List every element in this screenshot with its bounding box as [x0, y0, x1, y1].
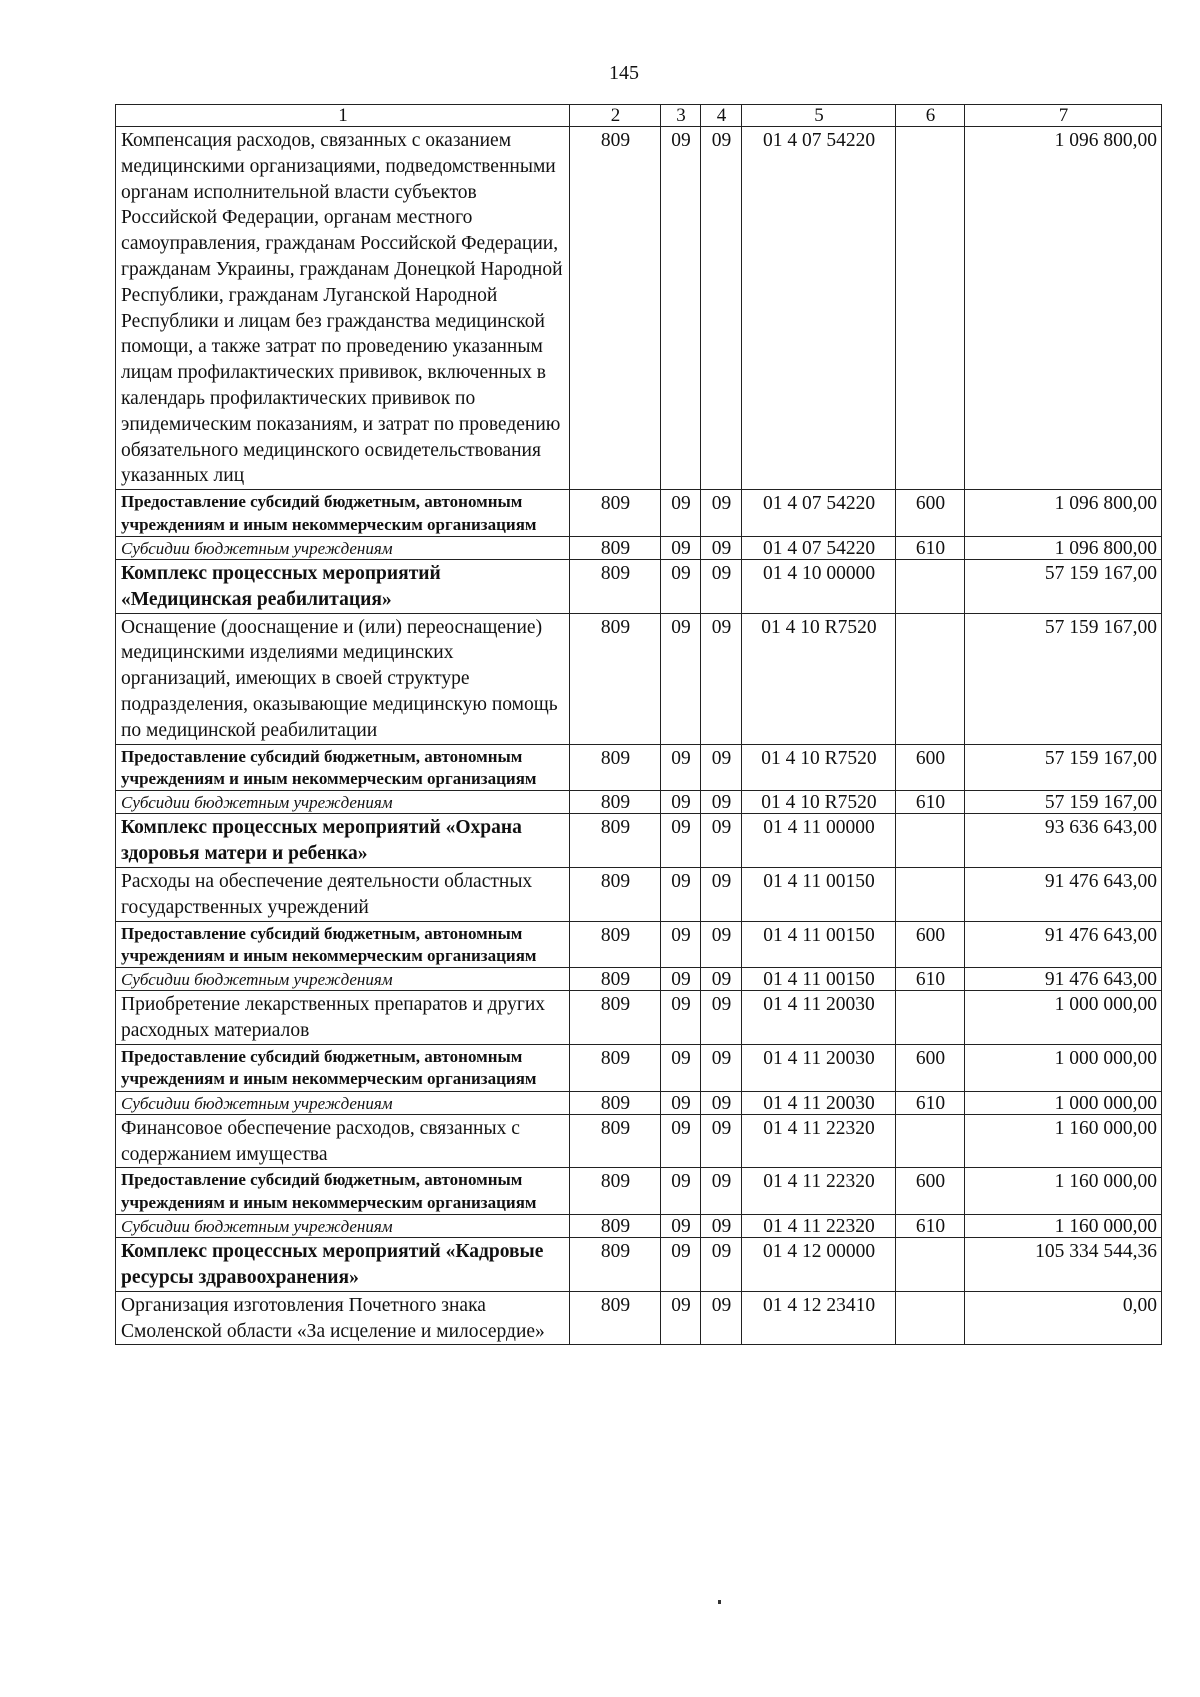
header-col-4: 4 [701, 105, 742, 127]
table-row [116, 867, 1162, 921]
cell-subsection: 09 [701, 1091, 742, 1114]
cell-amount: 57 159 167,00 [965, 613, 1162, 744]
cell-section: 09 [661, 1114, 701, 1168]
cell-target-article: 01 4 11 22320 [742, 1114, 896, 1168]
cell-name: Комплекс процессных мероприятий «Охрана здоровья матери и ребенка» [116, 814, 570, 868]
cell-expense-type: 610 [896, 968, 965, 991]
cell-name: Оснащение (дооснащение и (или) переоснащение) медицинскими изделиями медицинских организаций, имеющих в своей структуре подразделения, оказывающие медицинскую помощь по медицинской реабилитации [116, 613, 570, 744]
cell-amount: 0,00 [965, 1291, 1162, 1345]
cell-ministry-code: 809 [570, 613, 661, 744]
header-col-5: 5 [742, 105, 896, 127]
cell-expense-type [896, 559, 965, 613]
table-row [116, 613, 1162, 744]
cell-section: 09 [661, 921, 701, 968]
cell-target-article: 01 4 11 00000 [742, 814, 896, 868]
cell-ministry-code: 809 [570, 490, 661, 537]
cell-expense-type: 610 [896, 1091, 965, 1114]
cell-subsection: 09 [701, 1044, 742, 1091]
cell-target-article: 01 4 11 00150 [742, 921, 896, 968]
cell-subsection: 09 [701, 559, 742, 613]
cell-target-article: 01 4 11 00150 [742, 968, 896, 991]
cell-section: 09 [661, 1044, 701, 1091]
cell-name: Субсидии бюджетным учреждениям [116, 1091, 570, 1114]
cell-section: 09 [661, 1091, 701, 1114]
cell-expense-type [896, 1291, 965, 1345]
cell-name: Субсидии бюджетным учреждениям [116, 1215, 570, 1238]
cell-ministry-code: 809 [570, 559, 661, 613]
cell-section: 09 [661, 791, 701, 814]
table-row [116, 1215, 1162, 1238]
cell-expense-type: 600 [896, 921, 965, 968]
scan-speck [718, 1600, 721, 1604]
table-row [116, 814, 1162, 868]
cell-target-article: 01 4 10 R7520 [742, 613, 896, 744]
cell-section: 09 [661, 536, 701, 559]
cell-amount: 93 636 643,00 [965, 814, 1162, 868]
cell-target-article: 01 4 07 54220 [742, 127, 896, 490]
cell-section: 09 [661, 968, 701, 991]
cell-ministry-code: 809 [570, 921, 661, 968]
cell-expense-type: 600 [896, 1168, 965, 1215]
cell-name: Субсидии бюджетным учреждениям [116, 536, 570, 559]
table-row [116, 1238, 1162, 1292]
budget-table [115, 104, 1162, 1345]
cell-name: Предоставление субсидий бюджетным, автономным учреждениям и иным некоммерческим организациям [116, 744, 570, 791]
table-body [116, 127, 1162, 1345]
cell-amount: 1 096 800,00 [965, 127, 1162, 490]
cell-ministry-code: 809 [570, 1168, 661, 1215]
cell-ministry-code: 809 [570, 1114, 661, 1168]
cell-subsection: 09 [701, 490, 742, 537]
cell-expense-type: 610 [896, 791, 965, 814]
cell-amount: 57 159 167,00 [965, 744, 1162, 791]
cell-section: 09 [661, 613, 701, 744]
cell-target-article: 01 4 12 00000 [742, 1238, 896, 1292]
cell-expense-type [896, 127, 965, 490]
cell-amount: 105 334 544,36 [965, 1238, 1162, 1292]
cell-subsection: 09 [701, 1215, 742, 1238]
cell-amount: 91 476 643,00 [965, 867, 1162, 921]
table-row [116, 1044, 1162, 1091]
cell-expense-type: 600 [896, 1044, 965, 1091]
cell-ministry-code: 809 [570, 1215, 661, 1238]
table-row [116, 791, 1162, 814]
header-col-3: 3 [661, 105, 701, 127]
cell-name: Предоставление субсидий бюджетным, автономным учреждениям и иным некоммерческим организациям [116, 1168, 570, 1215]
cell-name: Субсидии бюджетным учреждениям [116, 968, 570, 991]
cell-amount: 1 160 000,00 [965, 1114, 1162, 1168]
cell-ministry-code: 809 [570, 1291, 661, 1345]
cell-target-article: 01 4 11 20030 [742, 1044, 896, 1091]
cell-ministry-code: 809 [570, 1238, 661, 1292]
cell-expense-type [896, 613, 965, 744]
cell-target-article: 01 4 11 22320 [742, 1168, 896, 1215]
cell-name: Предоставление субсидий бюджетным, автономным учреждениям и иным некоммерческим организациям [116, 490, 570, 537]
cell-target-article: 01 4 10 R7520 [742, 744, 896, 791]
cell-section: 09 [661, 1215, 701, 1238]
cell-name: Предоставление субсидий бюджетным, автономным учреждениям и иным некоммерческим организациям [116, 921, 570, 968]
cell-amount: 91 476 643,00 [965, 921, 1162, 968]
cell-amount: 1 160 000,00 [965, 1168, 1162, 1215]
cell-expense-type [896, 867, 965, 921]
cell-target-article: 01 4 07 54220 [742, 490, 896, 537]
table-row [116, 991, 1162, 1045]
cell-section: 09 [661, 1168, 701, 1215]
cell-name: Финансовое обеспечение расходов, связанных с содержанием имущества [116, 1114, 570, 1168]
cell-section: 09 [661, 490, 701, 537]
cell-target-article: 01 4 11 22320 [742, 1215, 896, 1238]
cell-amount: 57 159 167,00 [965, 791, 1162, 814]
cell-ministry-code: 809 [570, 536, 661, 559]
cell-expense-type: 600 [896, 490, 965, 537]
cell-section: 09 [661, 127, 701, 490]
cell-amount: 91 476 643,00 [965, 968, 1162, 991]
table-row [116, 536, 1162, 559]
cell-section: 09 [661, 867, 701, 921]
cell-expense-type: 610 [896, 536, 965, 559]
cell-subsection: 09 [701, 991, 742, 1045]
cell-name: Организация изготовления Почетного знака Смоленской области «За исцеление и милосердие» [116, 1291, 570, 1345]
page-number: 145 [609, 62, 639, 84]
cell-ministry-code: 809 [570, 991, 661, 1045]
cell-name: Приобретение лекарственных препаратов и других расходных материалов [116, 991, 570, 1045]
cell-name: Комплекс процессных мероприятий «Кадровые ресурсы здравоохранения» [116, 1238, 570, 1292]
cell-expense-type: 610 [896, 1215, 965, 1238]
cell-target-article: 01 4 11 20030 [742, 1091, 896, 1114]
cell-amount: 1 096 800,00 [965, 490, 1162, 537]
header-row [116, 105, 1162, 127]
cell-expense-type: 600 [896, 744, 965, 791]
cell-subsection: 09 [701, 1114, 742, 1168]
cell-expense-type [896, 814, 965, 868]
cell-ministry-code: 809 [570, 127, 661, 490]
cell-subsection: 09 [701, 744, 742, 791]
cell-target-article: 01 4 10 00000 [742, 559, 896, 613]
cell-section: 09 [661, 814, 701, 868]
cell-ministry-code: 809 [570, 814, 661, 868]
cell-name: Предоставление субсидий бюджетным, автономным учреждениям и иным некоммерческим организациям [116, 1044, 570, 1091]
cell-target-article: 01 4 11 20030 [742, 991, 896, 1045]
cell-ministry-code: 809 [570, 1091, 661, 1114]
header-col-6: 6 [896, 105, 965, 127]
cell-ministry-code: 809 [570, 744, 661, 791]
cell-name: Субсидии бюджетным учреждениям [116, 791, 570, 814]
cell-subsection: 09 [701, 791, 742, 814]
cell-amount: 57 159 167,00 [965, 559, 1162, 613]
table-row [116, 1114, 1162, 1168]
cell-target-article: 01 4 07 54220 [742, 536, 896, 559]
header-col-7: 7 [965, 105, 1162, 127]
cell-target-article: 01 4 12 23410 [742, 1291, 896, 1345]
cell-target-article: 01 4 11 00150 [742, 867, 896, 921]
table-row [116, 744, 1162, 791]
table-row [116, 1168, 1162, 1215]
cell-expense-type [896, 991, 965, 1045]
cell-target-article: 01 4 10 R7520 [742, 791, 896, 814]
table-row [116, 921, 1162, 968]
cell-section: 09 [661, 1291, 701, 1345]
cell-section: 09 [661, 559, 701, 613]
cell-section: 09 [661, 744, 701, 791]
cell-ministry-code: 809 [570, 791, 661, 814]
cell-subsection: 09 [701, 921, 742, 968]
cell-name: Комплекс процессных мероприятий «Медицинская реабилитация» [116, 559, 570, 613]
cell-subsection: 09 [701, 814, 742, 868]
cell-amount: 1 000 000,00 [965, 1091, 1162, 1114]
header-col-2: 2 [570, 105, 661, 127]
cell-expense-type [896, 1114, 965, 1168]
cell-subsection: 09 [701, 1291, 742, 1345]
cell-name: Компенсация расходов, связанных с оказанием медицинскими организациями, подведомственными органам исполнительной власти субъектов Российской Федерации, органам местного самоуправления, гражданам Российской Федерации, гражданам Украины, гражданам Донецкой Народной Республики, гражданам Луганской Народной Республики и лицам без гражданства медицинской помощи, а также затрат по проведению указанным лицам профилактических прививок, включенных в календарь профилактических прививок по эпидемическим показаниям, и затрат по проведению обязательного медицинского освидетельствования указанных лиц [116, 127, 570, 490]
cell-subsection: 09 [701, 1238, 742, 1292]
table-row [116, 968, 1162, 991]
cell-name: Расходы на обеспечение деятельности областных государственных учреждений [116, 867, 570, 921]
table-row [116, 490, 1162, 537]
cell-amount: 1 160 000,00 [965, 1215, 1162, 1238]
cell-subsection: 09 [701, 613, 742, 744]
cell-subsection: 09 [701, 1168, 742, 1215]
cell-section: 09 [661, 991, 701, 1045]
table-row [116, 1291, 1162, 1345]
cell-amount: 1 000 000,00 [965, 991, 1162, 1045]
cell-subsection: 09 [701, 867, 742, 921]
cell-section: 09 [661, 1238, 701, 1292]
cell-amount: 1 096 800,00 [965, 536, 1162, 559]
cell-ministry-code: 809 [570, 1044, 661, 1091]
cell-subsection: 09 [701, 127, 742, 490]
table-row [116, 559, 1162, 613]
table-row [116, 1091, 1162, 1114]
cell-amount: 1 000 000,00 [965, 1044, 1162, 1091]
cell-expense-type [896, 1238, 965, 1292]
header-col-1: 1 [116, 105, 570, 127]
cell-subsection: 09 [701, 968, 742, 991]
cell-subsection: 09 [701, 536, 742, 559]
cell-ministry-code: 809 [570, 867, 661, 921]
table-row [116, 127, 1162, 490]
cell-ministry-code: 809 [570, 968, 661, 991]
